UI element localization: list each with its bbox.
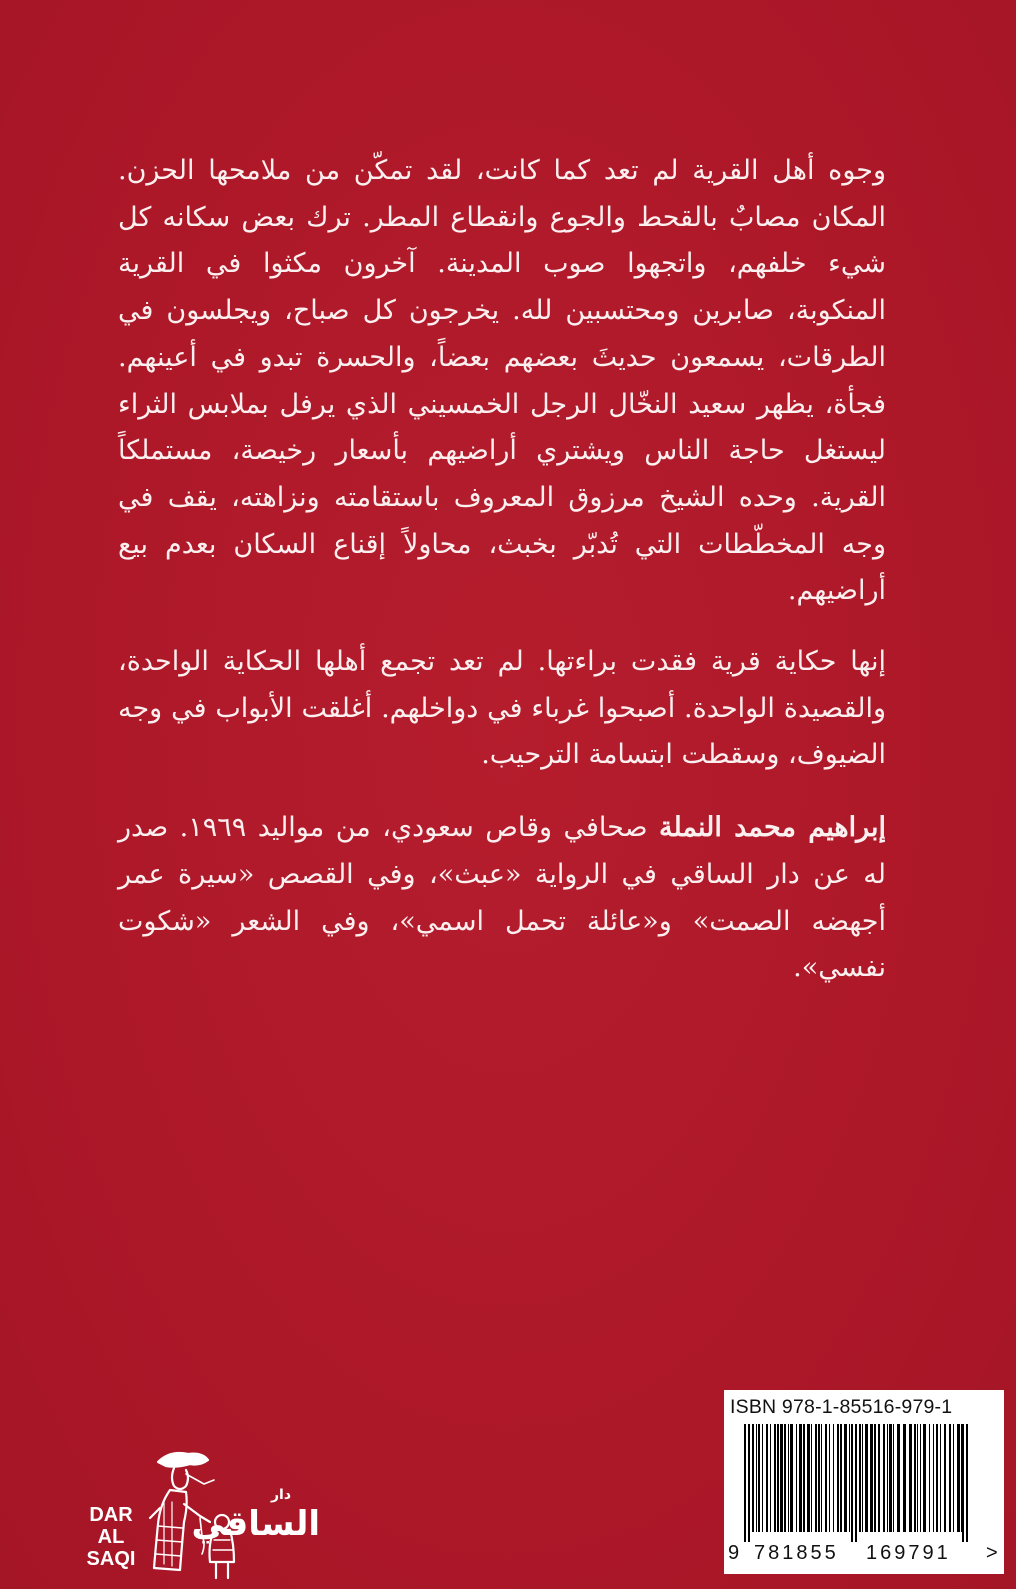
barcode-bar <box>917 1424 918 1532</box>
blurb-paragraph-1: وجوه أهل القرية لم تعد كما كانت، لقد تمكّن من ملامحها الحزن. المكان مصابٌ بالقحط والجوع وانقطاع المطر. ترك بعض سكانه كل شيء خلفهم، واتجهوا صوب المدينة. آخرون مكثوا في القرية المنكوبة، صابرين ومحتسبين لله. يخرجون كل صباح، ويجلسون في الطرقات، يسمعون حديثَ بعضهم بعضاً، والحسرة تبدو في أعينهم. فجأة، يظهر سعيد النخّال الرجل الخمسيني الذي يرفل بملابس الثراء ليستغل حاجة الناس ويشتري أراضيهم بأسعار رخيصة، مستملكاً القرية. وحده الشيخ مرزوق المعروف باستقامته ونزاهته، يقف في وجه المخطّطات التي تُدبّر بخبث، محاولاً إقناع السكان بعدم بيع أراضيهم. <box>118 155 886 607</box>
barcode-bar <box>796 1424 797 1532</box>
barcode-bar <box>883 1424 885 1532</box>
barcode-guard-bar <box>855 1424 857 1542</box>
barcode-bar <box>923 1424 926 1532</box>
barcode <box>740 1424 970 1542</box>
barcode-guard-bar <box>966 1424 968 1542</box>
barcode-bar <box>862 1424 863 1532</box>
isbn-barcode-box <box>724 1390 1004 1574</box>
publisher-latin-line-2: AL SAQI <box>86 1526 136 1570</box>
barcode-bar <box>815 1424 817 1532</box>
barcode-bar <box>865 1424 868 1532</box>
barcode-bar <box>889 1424 892 1532</box>
barcode-bar <box>811 1424 812 1532</box>
barcode-bar <box>909 1424 912 1532</box>
barcode-bar <box>762 1424 763 1532</box>
barcode-bar <box>799 1424 802 1532</box>
barcode-bar <box>825 1424 827 1532</box>
author-name: إبراهيم محمد النملة <box>659 812 886 844</box>
barcode-guard-bar <box>748 1424 750 1542</box>
barcode-bar <box>844 1424 847 1532</box>
barcode-bar <box>829 1424 830 1532</box>
barcode-bar <box>914 1424 916 1532</box>
barcode-digit-lead: 9 <box>728 1542 740 1564</box>
barcode-bar <box>903 1424 906 1532</box>
publisher-arabic-name: الساقي <box>191 1504 320 1544</box>
barcode-bar <box>766 1424 768 1532</box>
barcode-bar <box>957 1424 960 1532</box>
barcode-guard-bar <box>962 1424 964 1542</box>
barcode-bar <box>780 1424 783 1532</box>
barcode-bar <box>874 1424 876 1532</box>
blurb-text <box>118 148 886 992</box>
barcode-guard-bar <box>851 1424 853 1542</box>
barcode-bar <box>870 1424 873 1532</box>
barcode-bar <box>878 1424 880 1532</box>
barcode-bar <box>837 1424 839 1532</box>
barcode-bar <box>756 1424 757 1532</box>
blurb-paragraph-2: إنها حكاية قرية فقدت براءتها. لم تعد تجمع أهلها الحكاية الواحدة، والقصيدة الواحدة. أصبحوا غرباء في دواخلهم. أغلقت الأبواب في وجه الضيوف، وسقطت ابتسامة الترحيب. <box>118 646 886 771</box>
barcode-bar <box>933 1424 934 1532</box>
barcode-bar <box>961 1424 962 1532</box>
barcode-bar <box>777 1424 779 1532</box>
barcode-bar <box>936 1424 938 1532</box>
barcode-bar <box>758 1424 760 1532</box>
barcode-bar <box>897 1424 900 1532</box>
barcode-bar <box>807 1424 810 1532</box>
barcode-bar <box>893 1424 894 1532</box>
barcode-digits-left: 781855 <box>754 1542 839 1564</box>
barcode-bar <box>752 1424 754 1532</box>
barcode-bar <box>859 1424 861 1532</box>
barcode-guard-bar <box>744 1424 746 1542</box>
barcode-bar <box>940 1424 941 1532</box>
publisher-latin-line-1: DAR <box>89 1504 133 1526</box>
barcode-bar <box>920 1424 921 1532</box>
barcode-bar <box>949 1424 951 1532</box>
publisher-logo-arabic <box>191 1487 320 1546</box>
barcode-bar <box>818 1424 820 1532</box>
author-bio <box>118 805 886 992</box>
barcode-bar <box>849 1424 850 1532</box>
barcode-bar <box>953 1424 954 1532</box>
author-bio-text: صحافي وقاص سعودي، من مواليد ١٩٦٩. صدر له عن دار الساقي في الرواية «عبث»، وفي القصص «سيرة عمر أجهضه الصمت» و«عائلة تحمل اسمي»، وفي الشعر «شكوت نفسي». <box>118 812 886 984</box>
barcode-digit-end: > <box>986 1542 998 1564</box>
barcode-digits-right: 169791 <box>866 1542 951 1564</box>
barcode-bar <box>790 1424 793 1532</box>
barcode-bar <box>770 1424 771 1532</box>
barcode-bar <box>929 1424 930 1532</box>
barcode-bar <box>803 1424 805 1532</box>
barcode-bar <box>821 1424 822 1532</box>
barcode-bar <box>833 1424 834 1532</box>
barcode-bar <box>788 1424 789 1532</box>
barcode-bar <box>944 1424 946 1532</box>
publisher-logo-latin <box>76 1504 146 1570</box>
barcode-bar <box>784 1424 786 1532</box>
publisher-arabic-small: دار <box>270 1487 292 1503</box>
barcode-bar <box>887 1424 888 1532</box>
barcode-bar <box>774 1424 776 1532</box>
isbn-label: ISBN 978-1-85516-979-1 <box>730 1396 953 1418</box>
barcode-bar <box>840 1424 842 1532</box>
